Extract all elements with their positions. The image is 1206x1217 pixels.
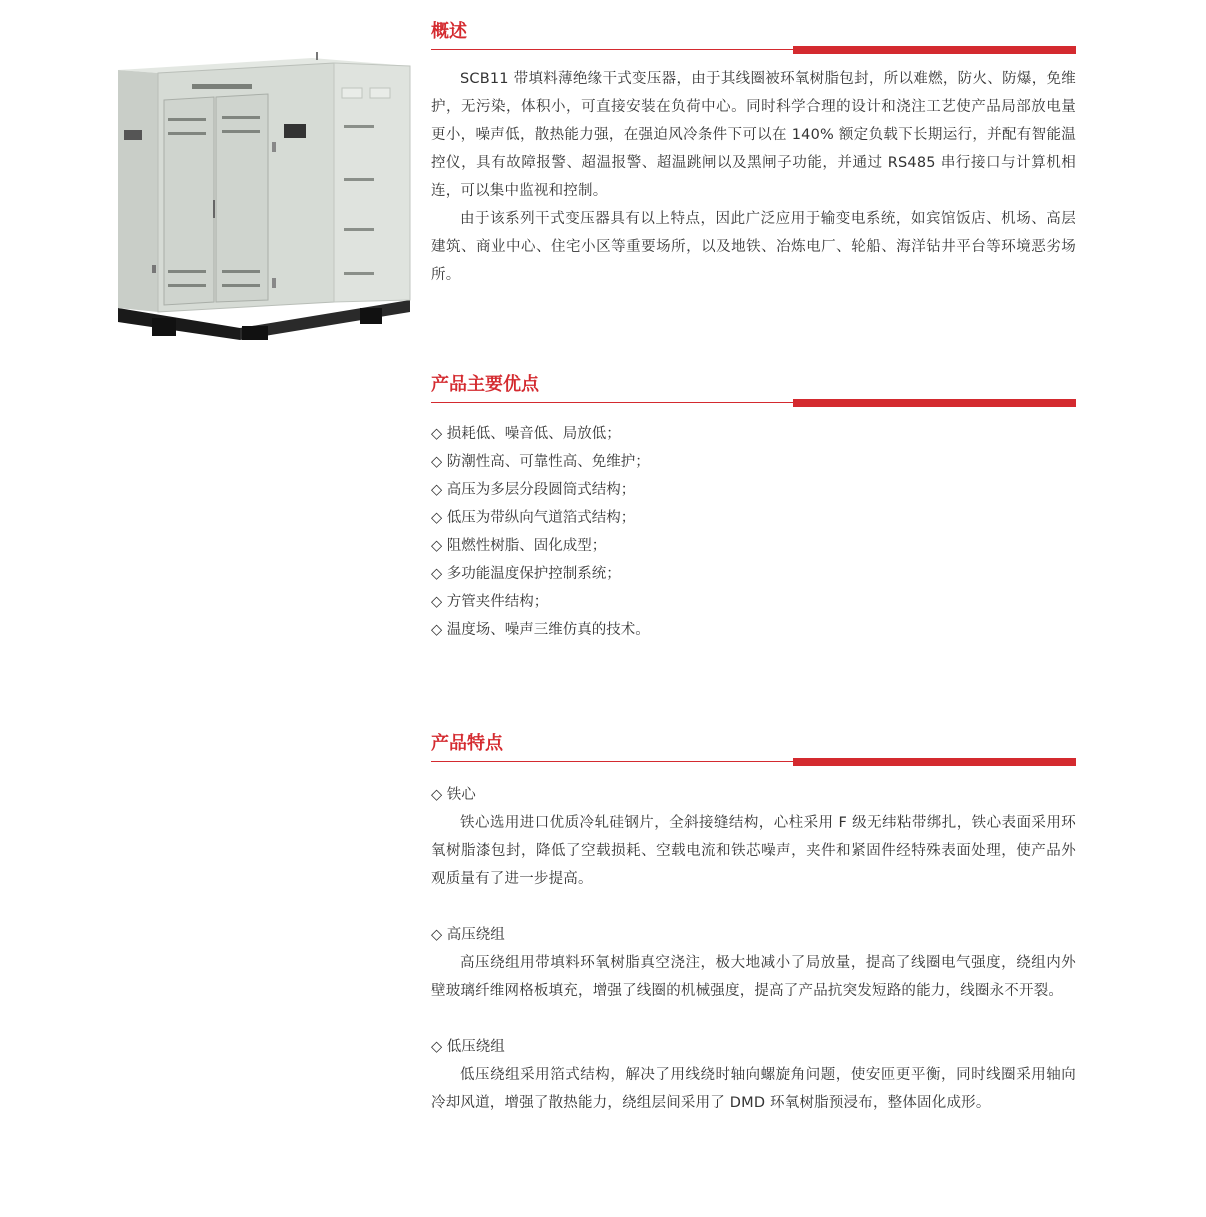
feature-block <box>431 1033 1076 1117</box>
features-section <box>431 732 1076 1145</box>
section-title: 概述 <box>431 21 467 42</box>
list-item: ◇ 低压为带纵向气道箔式结构； <box>431 510 636 526</box>
overview-paragraph: 由于该系列干式变压器具有以上特点，因此广泛应用于输变电系统，如宾馆饭店、机场、高层建筑、商业中心、住宅小区等重要场所，以及地铁、冶炼电厂、轮船、海洋钻井平台等环境恶劣场所。 <box>431 211 1076 283</box>
transformer-cabinet-icon <box>112 50 412 340</box>
feature-text: 低压绕组采用箔式结构，解决了用线绕时轴向螺旋角问题，使安匝更平衡，同时线圈采用轴向冷却风道，增强了散热能力，绕组层间采用了 DMD 环氧树脂预浸布，整体固化成形。 <box>431 1067 1076 1111</box>
title-divider <box>431 758 1076 767</box>
title-divider <box>431 46 1076 55</box>
list-item: ◇ 高压为多层分段圆筒式结构； <box>431 482 636 498</box>
feature-heading: ◇ 低压绕组 <box>431 1039 505 1055</box>
divider-accent-bar <box>793 46 1076 54</box>
list-item: ◇ 阻燃性树脂、固化成型； <box>431 538 607 554</box>
feature-heading: ◇ 高压绕组 <box>431 927 505 943</box>
list-item: ◇ 方管夹件结构； <box>431 594 549 610</box>
overview-section <box>431 20 1076 289</box>
divider-accent-bar <box>793 758 1076 766</box>
title-divider <box>431 399 1076 408</box>
advantages-list <box>431 420 1076 644</box>
feature-heading: ◇ 铁心 <box>431 787 476 803</box>
list-item: ◇ 损耗低、噪音低、局放低； <box>431 426 621 442</box>
feature-text: 高压绕组用带填料环氧树脂真空浇注，极大地减小了局放量，提高了线圈电气强度，绕组内外壁玻璃纤维网格板填充，增强了线圈的机械强度，提高了产品抗突发短路的能力，线圈永不开裂。 <box>431 955 1076 999</box>
list-item: ◇ 温度场、噪声三维仿真的技术。 <box>431 622 650 638</box>
transformer-image <box>112 50 412 340</box>
feature-block <box>431 781 1076 893</box>
list-item: ◇ 多功能温度保护控制系统； <box>431 566 621 582</box>
feature-text: 铁心选用进口优质冷轧硅钢片，全斜接缝结构，心柱采用 F 级无纬粘带绑扎，铁心表面采用环氧树脂漆包封，降低了空载损耗、空载电流和铁芯噪声，夹件和紧固件经特殊表面处理，使产品外观质量有了进一步提高。 <box>431 815 1076 887</box>
overview-paragraph: SCB11 带填料薄绝缘干式变压器，由于其线圈被环氧树脂包封，所以难燃，防火、防爆，免维护，无污染，体积小，可直接安装在负荷中心。同时科学合理的设计和浇注工艺使产品局部放电量更小，噪声低，散热能力强，在强迫风冷条件下可以在 140% 额定负载下长期运行，并配有智能温控仪，具有故障报警、超温报警、超温跳闸以及黑闸子功能，并通过 RS485 串行接口与计算机相连，可以集中监视和控制。 <box>431 71 1076 199</box>
section-title: 产品特点 <box>431 733 503 754</box>
list-item: ◇ 防潮性高、可靠性高、免维护； <box>431 454 650 470</box>
section-title: 产品主要优点 <box>431 374 539 395</box>
divider-accent-bar <box>793 399 1076 407</box>
advantages-section <box>431 373 1076 644</box>
feature-block <box>431 921 1076 1005</box>
